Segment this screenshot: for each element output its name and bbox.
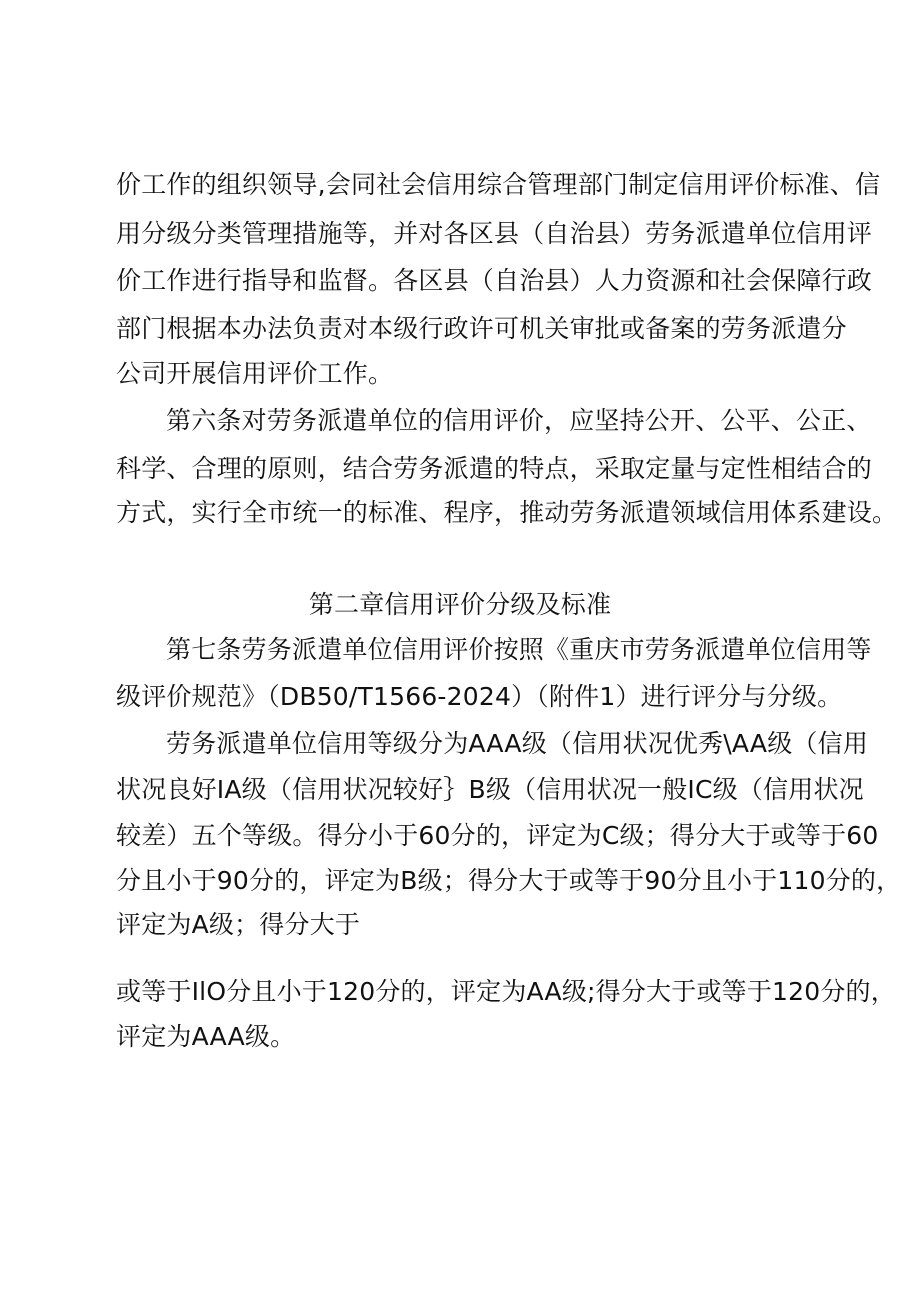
text-line: 部门根据本办法负责对本级行政许可机关审批或备案的劳务派遣分 xyxy=(116,314,847,343)
paragraph-first-line: 第六条对劳务派遣单位的信用评价，应坚持公开、公平、公正、 xyxy=(166,406,872,435)
text-line: 评定为A级；得分大于 xyxy=(116,910,361,939)
text-line: 状况良好IA级（信用状况较好｝B级（信用状况一般IC级（信用状况 xyxy=(116,775,864,804)
text-line: 方式，实行全市统一的标准、程序，推动劳务派遣领域信用体系建设。 xyxy=(116,498,898,527)
text-line: 价工作的组织领导,会同社会信用综合管理部门制定信用评价标准、信 xyxy=(116,170,881,199)
text-line: 价工作进行指导和监督。各区县（自治县）人力资源和社会保障行政 xyxy=(116,266,873,295)
text-line: 公司开展信用评价工作。 xyxy=(116,359,394,388)
text-line: 评定为AAA级。 xyxy=(116,1022,296,1051)
text-line: 科学、合理的原则，结合劳务派遣的特点，采取定量与定性相结合的 xyxy=(116,454,873,483)
chapter-heading: 第二章信用评价分级及标准 xyxy=(308,590,612,619)
text-line: 用分级分类管理措施等，并对各区县（自治县）劳务派遣单位信用评 xyxy=(116,219,873,248)
paragraph-first-line: 第七条劳务派遣单位信用评价按照《重庆市劳务派遣单位信用等 xyxy=(166,635,872,664)
text-line: 级评价规范》（DB50/T1566-2024）（附件1）进行评分与分级。 xyxy=(116,682,843,711)
text-line: 较差）五个等级。得分小于60分的，评定为C级；得分大于或等于60 xyxy=(116,821,879,850)
paragraph-first-line: 劳务派遣单位信用等级分为AAA级（信用状况优秀\AA级（信用 xyxy=(166,729,869,758)
text-line: 分且小于90分的，评定为B级；得分大于或等于90分且小于110分的， xyxy=(116,866,902,895)
text-line: 或等于IlO分且小于120分的，评定为AA级;得分大于或等于120分的， xyxy=(116,977,896,1006)
